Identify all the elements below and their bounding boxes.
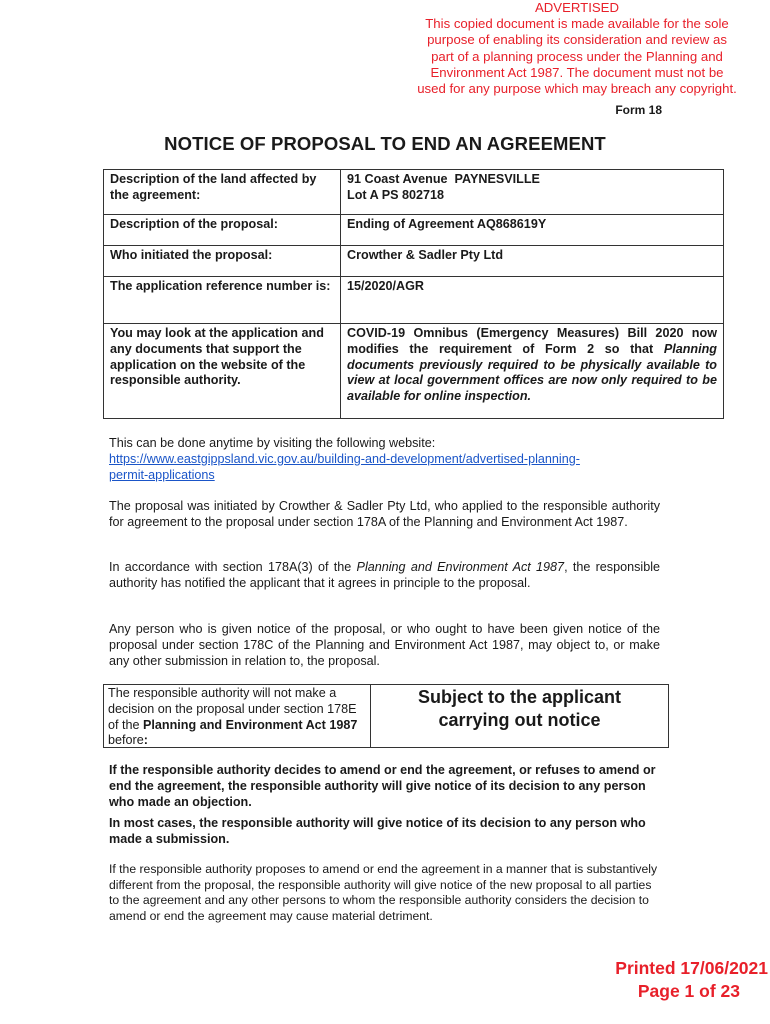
material-detriment-notice: If the responsible authority proposes to amend or end the agreement in a manner that is substantively different from the proposal, the responsible authority will give notice of the new proposal to all parties to the agreement and any other persons to whom the responsible authority considers the decision to amend or end the agreement may cause material detriment. bbox=[109, 862, 658, 923]
table-row bbox=[104, 246, 724, 277]
advertised-stamp bbox=[384, 0, 770, 97]
table-row bbox=[104, 215, 724, 246]
table-row bbox=[104, 277, 724, 324]
website-block bbox=[109, 436, 660, 483]
agreement-paragraph bbox=[109, 560, 660, 592]
stamp-line: Environment Act 1987. The document must not be bbox=[430, 64, 724, 80]
print-footer bbox=[615, 957, 768, 1003]
inspection-text: COVID-19 Omnibus (Emergency Measures) Bill 2020 now modifies the requirement of Form 2 so that bbox=[347, 326, 717, 356]
page-title: NOTICE OF PROPOSAL TO END AN AGREEMENT bbox=[164, 133, 606, 154]
submission-notice: In most cases, the responsible authority will give notice of its decision to any person who made a submission. bbox=[109, 816, 646, 846]
act-name: Planning and Environment Act 1987 bbox=[356, 560, 565, 574]
proposal-details-table bbox=[103, 169, 724, 419]
inspection-italic-text: Planning documents previously required to be physically available to view at local government offices are now only required to be available for online inspection. bbox=[347, 341, 717, 404]
decision-text-b: before bbox=[108, 733, 144, 748]
website-link-line2[interactable]: permit-applications bbox=[109, 467, 215, 482]
stamp-line: part of a planning process under the Planning and bbox=[431, 48, 723, 64]
decision-box-label bbox=[104, 685, 371, 747]
printed-date: Printed 17/06/2021 bbox=[615, 958, 768, 978]
stamp-line: This copied document is made available for the sole bbox=[425, 16, 729, 32]
agreement-text-b: , the responsible authority has notified the applicant that it agrees in principle to the proposal. bbox=[109, 560, 660, 590]
land-description-value bbox=[341, 170, 724, 215]
decision-box-value bbox=[371, 685, 668, 747]
page-number: Page 1 of 23 bbox=[637, 981, 740, 1001]
land-address: 91 Coast Avenue PAYNESVILLE bbox=[347, 172, 540, 186]
decision-value-line1: Subject to the applicant bbox=[417, 687, 622, 707]
decision-value-line2: carrying out notice bbox=[438, 710, 601, 730]
reference-label: The application reference number is: bbox=[104, 277, 341, 324]
stamp-line: used for any purpose which may breach any copyright. bbox=[417, 81, 737, 97]
land-lot: Lot A PS 802718 bbox=[347, 187, 445, 202]
table-row bbox=[104, 324, 724, 419]
website-link-line1[interactable]: https://www.eastgippsland.vic.gov.au/building-and-development/advertised-planning- bbox=[109, 451, 580, 466]
reference-value: 15/2020/AGR bbox=[341, 277, 724, 324]
form-number: Form 18 bbox=[615, 103, 662, 117]
objection-notice: If the responsible authority decides to amend or end the agreement, or refuses to amend or end the agreement, the responsible authority will give notice of its decision to any person who made an objection. bbox=[109, 763, 656, 809]
decision-act-name: Planning and Environment Act 1987 bbox=[143, 717, 358, 732]
website-intro: This can be done anytime by visiting the following website: bbox=[109, 436, 436, 450]
inspection-value bbox=[341, 324, 724, 419]
objection-paragraph: Any person who is given notice of the proposal, or who ought to have been given notice of the proposal under section 178C of the Planning and Environment Act 1987, may object to, or make any other submission in relation to, the proposal. bbox=[109, 622, 660, 668]
initiation-paragraph: The proposal was initiated by Crowther & Sadler Pty Ltd, who applied to the responsible authority for agreement to the proposal under section 178A of the Planning and Environment Act 1987. bbox=[109, 499, 660, 529]
initiator-value: Crowther & Sadler Pty Ltd bbox=[341, 246, 724, 277]
decision-colon: : bbox=[143, 733, 148, 748]
decision-text-a: The responsible authority will not make a decision on the proposal under section 178E of the bbox=[108, 686, 357, 732]
agreement-text-a: In accordance with section 178A(3) of the bbox=[109, 560, 357, 574]
stamp-line: purpose of enabling its consideration and review as bbox=[427, 32, 727, 48]
website-link[interactable] bbox=[109, 452, 660, 484]
proposal-description-label: Description of the proposal: bbox=[104, 215, 341, 246]
decision-date-box bbox=[103, 684, 669, 748]
stamp-heading: ADVERTISED bbox=[534, 0, 620, 15]
proposal-description-value: Ending of Agreement AQ868619Y bbox=[341, 215, 724, 246]
initiator-label: Who initiated the proposal: bbox=[104, 246, 341, 277]
inspection-label: You may look at the application and any documents that support the application on the website of the responsible authority. bbox=[104, 324, 341, 419]
table-row bbox=[104, 170, 724, 215]
land-description-label: Description of the land affected by the agreement: bbox=[104, 170, 341, 215]
